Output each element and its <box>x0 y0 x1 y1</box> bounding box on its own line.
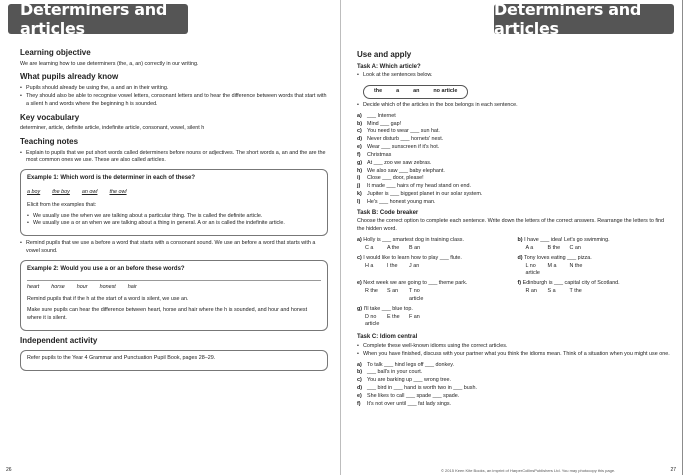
taskA-question: i) Close ___ door, please! <box>357 175 424 182</box>
right-page-number: 27 <box>670 467 676 473</box>
know-item: • They should also be able to recognise vowel letters, consonant letters and to hear the difference between words that start with a silent h and words where the beginning h is sounded. <box>20 93 328 109</box>
example2-word: hair <box>127 283 137 290</box>
taskA-question: b) Mind ___ gap! <box>357 120 402 127</box>
taskA-question: d) Never disturb ___ hornets' nest. <box>357 136 444 143</box>
taskB-grid <box>357 237 672 331</box>
example2-words <box>27 284 321 292</box>
taskC-heading: Task C: Idiom central <box>357 334 418 341</box>
taskB-question: c) I would like to learn how to play ___ flute. H a I the J an <box>357 254 462 269</box>
taskB-question: g) I'll take ___ blue top. D no article E the F an <box>357 305 420 328</box>
taskA-question: f) Christmas <box>357 151 392 158</box>
right-banner <box>494 0 674 38</box>
right-banner-title: Determiners and articles <box>494 0 642 38</box>
notes-item: • Explain to pupils that we put short words called determiners before nouns or adjectives. The short words a, an and the are the most common ones we use. These are also called articles. <box>20 150 328 166</box>
independent-box <box>20 350 328 371</box>
taskA-question: c) You need to wear ___ sun hat. <box>357 128 440 135</box>
left-banner <box>8 0 188 38</box>
taskC-questions <box>357 362 672 409</box>
example1-word: an owl <box>81 188 98 195</box>
taskA-heading: Task A: Which article? <box>357 63 421 70</box>
taskA-decide-list <box>357 102 672 110</box>
independent-heading: Independent activity <box>20 335 98 345</box>
taskA-intro: • Look at the sentences below. <box>357 72 672 80</box>
example1-elicit: Elicit from the examples that: <box>27 201 97 208</box>
taskA-word: no article <box>433 88 458 95</box>
taskC-question: f) It's not over until ___ fat lady sings. <box>357 400 452 407</box>
taskA-word: the <box>374 88 383 95</box>
example1-box <box>20 169 328 236</box>
objective-text: We are learning how to use determiners (the, a, an) correctly in our writing. <box>20 60 199 67</box>
left-content <box>20 44 328 375</box>
taskC-question: c) You are barking up ___ wrong tree. <box>357 377 452 384</box>
taskB-question: b) I have ___ idea! Let's go swimming. A a B the C an <box>517 237 610 251</box>
taskB-question: d) Tony loves eating ___ pizza. L no article M a N the <box>517 254 592 277</box>
example2-word: horse <box>51 283 65 290</box>
remind-item: • Remind pupils that we use a before a word that starts with a consonant sound. We use an before a word that starts with a vowel sound. <box>20 240 328 256</box>
taskA-question: k) Jupiter is ___ biggest planet in our solar system. <box>357 191 483 198</box>
taskC-question: d) ___ bird in ___ hand is worth two in ___ bush. <box>357 384 477 391</box>
example1-words <box>27 189 321 197</box>
taskB-intro: Choose the correct option to complete each sentence. Write down the letters of the correct answers. Rearrange the letters to find the hidden word. <box>357 218 665 233</box>
know-heading: What pupils already know <box>20 72 119 82</box>
taskC-intro: • When you have finished, discuss with your partner what you think the idioms mean. Think of a situation when you might use one. <box>357 351 672 359</box>
example1-title: Example 1: Which word is the determiner in each of these? <box>27 175 196 182</box>
example1-item: • We usually use a or an when we are talking about a thing in general. A or an is called the indefinite article. <box>27 220 321 228</box>
example2-divider <box>27 280 321 281</box>
taskA-question: h) We also saw ___ baby elephant. <box>357 167 445 174</box>
example2-box <box>20 260 328 331</box>
taskC-intro-list <box>357 343 672 359</box>
example2-word: hour <box>76 283 88 290</box>
example1-list <box>27 213 321 229</box>
copyright-footer: © 2015 Keen Kite Books, an imprint of HarperCollinsPublishers Ltd. You may photocopy this page. <box>441 468 616 473</box>
taskC-question: b) ___ ball's in your court. <box>357 369 423 376</box>
example1-word: the boy <box>52 188 70 195</box>
remind-list <box>20 240 328 256</box>
vocab-heading: Key vocabulary <box>20 112 80 122</box>
example2-p2: Make sure pupils can hear the difference between heart, horse and hair where the h is sounded, and hour and honest where it is silent. <box>27 307 308 321</box>
example2-p1: Remind pupils that if the h at the start of a word is silent, we use an. <box>27 296 189 303</box>
taskC-question: e) She likes to call ___ spade ___ spade. <box>357 392 460 399</box>
right-page <box>341 0 682 475</box>
taskB-question: a) Holly is ___ smartest dog in training class. C a A the B an <box>357 237 464 251</box>
taskA-question: e) Wear ___ sunscreen if it's hot. <box>357 144 440 151</box>
left-page <box>0 0 341 475</box>
taskA-decide: • Decide which of the articles in the box belongs in each sentence. <box>357 102 672 110</box>
taskA-question: g) At ___ zoo we saw zebras. <box>357 159 432 166</box>
use-heading: Use and apply <box>357 50 412 59</box>
taskA-questions <box>357 113 672 207</box>
independent-text: Refer pupils to the Year 4 Grammar and Punctuation Pupil Book, pages 28–29. <box>27 355 216 362</box>
taskC-question: a) To talk ___ hind legs off ___ donkey. <box>357 361 455 368</box>
example1-word: a boy <box>27 188 41 195</box>
taskB-question: e) Next week we are going to ___ theme park. R the S an T no article <box>357 280 468 302</box>
know-list <box>20 85 328 108</box>
example1-item: • We usually use the when we are talking about a particular thing. The is called the definite article. <box>27 213 321 221</box>
taskB-question: f) Edinburgh is ___ capital city of Scotland. R an S a T the <box>517 280 620 295</box>
right-content <box>357 46 672 408</box>
know-item: • Pupils should already be using the, a and an in their writing. <box>20 85 328 93</box>
taskC-intro: • Complete these well-known idioms using the correct articles. <box>357 343 672 351</box>
taskA-word: an <box>413 88 420 95</box>
taskA-question: l) He's ___ honest young man. <box>357 198 436 205</box>
left-banner-title: Determiners and articles <box>20 0 168 38</box>
example2-title: Example 2: Would you use a or an before these words? <box>27 265 185 272</box>
left-page-number: 26 <box>6 467 12 473</box>
example2-word: heart <box>27 283 40 290</box>
notes-list <box>20 150 328 166</box>
taskA-question: a) ___ Internet <box>357 112 396 119</box>
taskA-intro-list <box>357 72 672 80</box>
example1-word: the owl <box>109 188 127 195</box>
taskA-word: a <box>396 88 400 95</box>
notes-heading: Teaching notes <box>20 136 79 146</box>
taskA-wordbox <box>363 85 468 99</box>
vocab-text: determiner, article, definite article, indefinite article, consonant, vowel, silent h <box>20 125 205 132</box>
example2-word: honest <box>99 283 116 290</box>
taskB-heading: Task B: Code breaker <box>357 209 419 216</box>
taskA-question: j) It made ___ hairs of my head stand on end. <box>357 183 471 190</box>
objective-heading: Learning objective <box>20 48 91 57</box>
